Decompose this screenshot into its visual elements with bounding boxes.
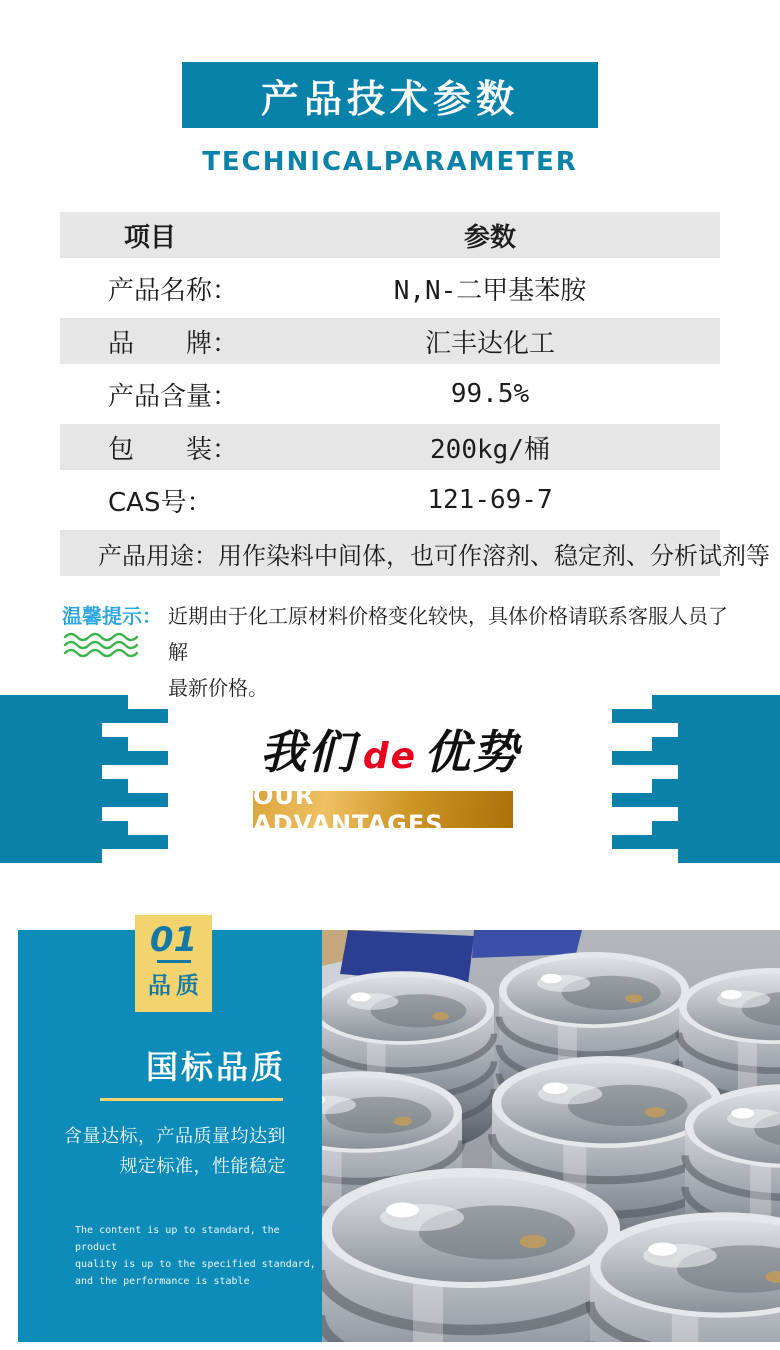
quality-desc-en-line1: The content is up to standard, the product [75, 1225, 280, 1253]
usage-value: 用作染料中间体，也可作溶剂、稳定剂、分析试剂等 [218, 541, 770, 570]
advantages-subtitle-banner [253, 781, 513, 838]
warm-tip-line1: 近期由于化工原材料价格变化较快，具体价格请联系客服人员了解 [168, 604, 728, 664]
quality-heading-underline [100, 1098, 283, 1101]
steel-drums-photo [322, 930, 780, 1342]
page-subtitle: TECHNICALPARAMETER [202, 147, 578, 177]
badge-label: 品质 [148, 973, 204, 999]
spec-table [60, 212, 770, 576]
table-row [60, 318, 720, 364]
advantages-title-left: 我们 [259, 725, 356, 779]
row-label: CAS号： [108, 487, 213, 518]
advantages-title [0, 722, 780, 787]
column-header-item: 项目 [124, 222, 177, 253]
section-title-banner [182, 62, 598, 128]
quality-description-en [75, 1222, 325, 1290]
row-value: N,N-二甲基苯胺 [393, 275, 587, 306]
page-title: 产品技术参数 [260, 76, 519, 121]
quality-desc-en-line2: quality is up to the specified standard, [75, 1259, 316, 1270]
row-value: 200kg/桶 [430, 434, 550, 465]
row-value: 121-69-7 [427, 485, 553, 515]
row-label: 产品名称： [108, 275, 239, 306]
row-label: 包 装： [108, 434, 239, 465]
warm-tip-text [168, 598, 742, 706]
table-header-row [60, 212, 720, 258]
quality-heading: 国标品质 [145, 1048, 286, 1086]
row-value: 汇丰达化工 [424, 328, 555, 359]
table-row [60, 258, 720, 318]
advantages-subtitle: OUR ADVANTAGES [253, 781, 444, 838]
row-label: 产品含量： [108, 381, 239, 412]
row-label: 品 牌： [108, 328, 239, 359]
advantages-title-de: de [362, 736, 418, 777]
column-header-param: 参数 [463, 222, 516, 253]
warm-tip-block [62, 598, 742, 706]
table-row-usage [60, 530, 770, 576]
table-row [60, 470, 720, 530]
table-row [60, 364, 720, 424]
usage-label: 产品用途： [98, 541, 218, 570]
badge-number: 01 [149, 920, 198, 960]
advantages-title-right: 优势 [424, 725, 521, 779]
badge-divider [157, 960, 191, 963]
quality-description-zh [18, 1122, 286, 1182]
quality-desc-line2: 规定标准，性能稳定 [119, 1156, 286, 1177]
wave-underline-icon [62, 632, 142, 669]
quality-desc-en-line3: and the performance is stable [75, 1276, 250, 1287]
warm-tip-line2: 最新价格。 [168, 676, 268, 700]
quality-desc-line1: 含量达标，产品质量均达到 [64, 1126, 286, 1147]
quality-number-badge [135, 915, 212, 1012]
row-value: 99.5% [450, 379, 530, 409]
table-row [60, 424, 720, 470]
warm-tip-label: 温馨提示： [62, 604, 162, 628]
